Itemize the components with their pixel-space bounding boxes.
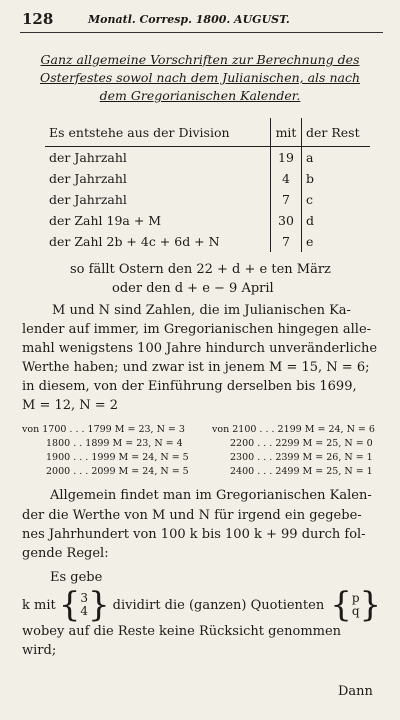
paragraph-1-line-1: M und N sind Zahlen, die im Julianischen Ka- [52, 303, 351, 318]
dividend-cell: der Zahl 2b + 4c + 6d + N [49, 234, 220, 249]
quotient-stack [352, 592, 360, 618]
divisor-cell: 4 [271, 168, 302, 189]
remainder-cell: a [306, 150, 314, 165]
closing-line-2: wird; [22, 643, 57, 658]
table-header-row [45, 118, 370, 147]
range-left-3: 1900 . . . 1999 M = 24, N = 5 [46, 452, 189, 463]
paragraph-1-line-4: Werthe haben; und zwar ist in jenem M = 15, N = 6; [22, 360, 370, 375]
header-rest: der Rest [302, 118, 371, 147]
left-brace-icon: { [58, 585, 81, 625]
section-title-line-3: dem Gregorianischen Kalender. [99, 88, 301, 103]
remainder-cell: e [306, 234, 314, 249]
table-row [45, 210, 370, 231]
page-number: 128 [22, 10, 54, 28]
easter-april-line: oder den d + e − 9 April [112, 281, 274, 296]
paragraph-2-line-3: nes Jahrhundert von 100 k bis 100 k + 99 durch fol- [22, 527, 366, 542]
dividend-cell: der Jahrzahl [49, 150, 127, 165]
easter-march-line: so fällt Ostern den 22 + d + e ten März [70, 262, 331, 277]
table-row [45, 231, 370, 252]
remainder-cell: c [306, 192, 314, 207]
paragraph-1-line-2: lender auf immer, im Gregorianischen hingegen alle- [22, 322, 372, 337]
range-left-4: 2000 . . . 2099 M = 24, N = 5 [46, 466, 189, 477]
dividend-cell: der Jahrzahl [49, 171, 127, 186]
quotient-top: p [351, 591, 360, 605]
division-table [45, 118, 370, 252]
paragraph-1-line-6: M = 12, N = 2 [22, 398, 119, 413]
header-mit: mit [271, 118, 302, 147]
range-right-2: 2200 . . . 2299 M = 25, N = 0 [230, 438, 373, 449]
paragraph-1-line-5: in diesem, von der Einführung derselben bis 1699, [22, 379, 357, 394]
right-brace-icon: } [88, 585, 110, 625]
divisor-stack [80, 592, 88, 618]
k-formula-line [22, 585, 382, 625]
divisor-top: 3 [80, 591, 88, 605]
remainder-cell: b [306, 171, 315, 186]
quotient-left-brace-icon: { [330, 585, 352, 625]
section-title-line-1: Ganz allgemeine Vorschriften zur Berechnung des [40, 52, 360, 67]
range-right-1: von 2100 . . . 2199 M = 24, N = 6 [212, 424, 375, 435]
range-right-3: 2300 . . . 2399 M = 26, N = 1 [230, 452, 373, 463]
paragraph-1-line-3: mahl wenigstens 100 Jahre hindurch unveränderliche [22, 341, 378, 356]
header-rule [20, 32, 383, 33]
divisor-cell: 7 [271, 231, 302, 252]
divisor-bottom: 4 [80, 604, 88, 618]
range-left-2: 1800 . . 1899 M = 23, N = 4 [46, 438, 183, 449]
paragraph-2-line-2: der die Werthe von M und N für irgend ein gegebe- [22, 508, 362, 523]
catchword: Dann [338, 684, 373, 699]
quotient-text: dividirt die (ganzen) Quotienten [112, 597, 325, 613]
range-left-1: von 1700 . . . 1799 M = 23, N = 3 [22, 424, 185, 435]
remainder-cell: d [306, 213, 315, 228]
dividend-cell: der Jahrzahl [49, 192, 127, 207]
header-division: Es entstehe aus der Division [45, 118, 271, 147]
paragraph-2-line-4: gende Regel: [22, 546, 109, 561]
running-head: Monatl. Corresp. 1800. AUGUST. [88, 13, 290, 26]
table-row [45, 168, 370, 189]
section-title-line-2: Osterfestes sowol nach dem Julianischen, als nach [39, 70, 360, 85]
table-row [45, 147, 370, 169]
paragraph-2-line-1: Allgemein findet man im Gregorianischen Kalen- [50, 488, 372, 503]
table-row [45, 189, 370, 210]
dividend-cell: der Zahl 19a + M [49, 213, 162, 228]
divisor-cell: 30 [271, 210, 302, 231]
divisor-cell: 7 [271, 189, 302, 210]
es-gebe: Es gebe [50, 570, 103, 585]
divisor-cell: 19 [271, 147, 302, 169]
range-right-4: 2400 . . . 2499 M = 25, N = 1 [230, 466, 373, 477]
closing-line-1: wobey auf die Reste keine Rücksicht genommen [22, 624, 342, 639]
quotient-bottom: q [351, 604, 360, 618]
quotient-right-brace-icon: } [359, 585, 382, 625]
k-mit-text: k mit [22, 597, 56, 613]
